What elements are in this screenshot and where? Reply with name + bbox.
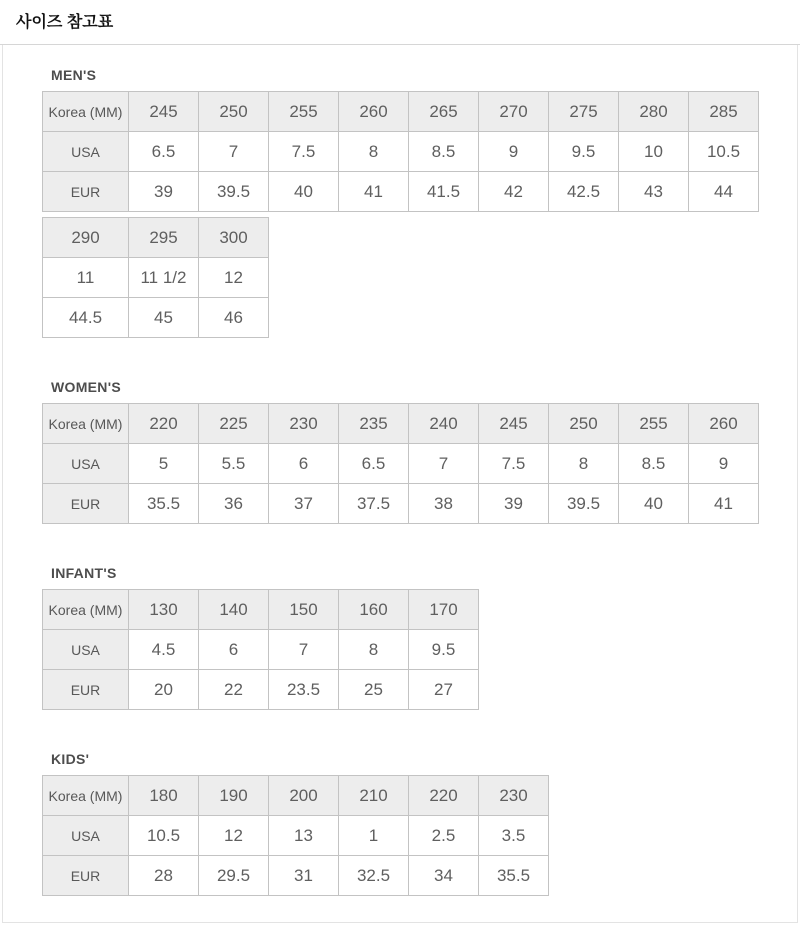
size-value-cell: 275: [549, 92, 619, 132]
size-value-cell: 39.5: [199, 172, 269, 212]
size-value-cell: 9.5: [549, 132, 619, 172]
size-value-cell: 260: [689, 404, 759, 444]
table-row: [43, 816, 549, 856]
size-value-cell: 9.5: [409, 630, 479, 670]
table-row: [43, 444, 759, 484]
size-value-cell: 140: [199, 590, 269, 630]
table-row: [43, 670, 479, 710]
size-value-cell: 42: [479, 172, 549, 212]
table-row: [43, 218, 269, 258]
size-value-cell: 36: [199, 484, 269, 524]
row-label-cell: EUR: [43, 670, 129, 710]
size-value-cell: 46: [199, 298, 269, 338]
size-value-cell: 265: [409, 92, 479, 132]
size-value-cell: 250: [549, 404, 619, 444]
size-value-cell: 7: [409, 444, 479, 484]
size-value-cell: 270: [479, 92, 549, 132]
size-value-cell: 300: [199, 218, 269, 258]
size-value-cell: 10.5: [129, 816, 199, 856]
table-row: [43, 258, 269, 298]
size-value-cell: 42.5: [549, 172, 619, 212]
size-value-cell: 41: [339, 172, 409, 212]
size-value-cell: 20: [129, 670, 199, 710]
row-label-cell: EUR: [43, 856, 129, 896]
row-label-cell: Korea (MM): [43, 776, 129, 816]
size-value-cell: 8: [549, 444, 619, 484]
size-value-cell: 35.5: [129, 484, 199, 524]
size-value-cell: 3.5: [479, 816, 549, 856]
kids-tables: [42, 775, 787, 896]
womens-tables: [42, 403, 787, 524]
size-chart-panel: [2, 45, 798, 923]
size-value-cell: 39.5: [549, 484, 619, 524]
size-value-cell: 5.5: [199, 444, 269, 484]
size-value-cell: 6: [269, 444, 339, 484]
size-value-cell: 31: [269, 856, 339, 896]
table-row: [43, 856, 549, 896]
size-value-cell: 220: [129, 404, 199, 444]
size-value-cell: 8.5: [409, 132, 479, 172]
size-value-cell: 12: [199, 816, 269, 856]
size-value-cell: 39: [129, 172, 199, 212]
size-value-cell: 200: [269, 776, 339, 816]
row-label-cell: Korea (MM): [43, 404, 129, 444]
table-row: [43, 92, 759, 132]
row-label-cell: USA: [43, 444, 129, 484]
row-label-cell: Korea (MM): [43, 92, 129, 132]
size-value-cell: 245: [129, 92, 199, 132]
size-value-cell: 45: [129, 298, 199, 338]
size-value-cell: 10.5: [689, 132, 759, 172]
size-value-cell: 290: [43, 218, 129, 258]
size-value-cell: 225: [199, 404, 269, 444]
size-value-cell: 7.5: [269, 132, 339, 172]
infants-tables: [42, 589, 787, 710]
size-value-cell: 210: [339, 776, 409, 816]
size-value-cell: 40: [619, 484, 689, 524]
size-value-cell: 9: [479, 132, 549, 172]
size-value-cell: 41.5: [409, 172, 479, 212]
size-value-cell: 7: [199, 132, 269, 172]
size-value-cell: 7.5: [479, 444, 549, 484]
size-value-cell: 8: [339, 132, 409, 172]
size-value-cell: 150: [269, 590, 339, 630]
row-label-cell: USA: [43, 816, 129, 856]
size-table: [42, 775, 549, 896]
size-value-cell: 170: [409, 590, 479, 630]
size-value-cell: 12: [199, 258, 269, 298]
section-heading-womens: WOMEN'S: [51, 379, 121, 395]
table-row: [43, 172, 759, 212]
size-value-cell: 13: [269, 816, 339, 856]
size-value-cell: 39: [479, 484, 549, 524]
size-value-cell: 40: [269, 172, 339, 212]
size-value-cell: 23.5: [269, 670, 339, 710]
size-value-cell: 250: [199, 92, 269, 132]
section-mens: [42, 67, 787, 338]
table-row: [43, 590, 479, 630]
size-value-cell: 9: [689, 444, 759, 484]
size-value-cell: 28: [129, 856, 199, 896]
title-bar: [0, 0, 800, 45]
size-value-cell: 25: [339, 670, 409, 710]
size-value-cell: 180: [129, 776, 199, 816]
size-value-cell: 7: [269, 630, 339, 670]
size-value-cell: 11: [43, 258, 129, 298]
size-value-cell: 44: [689, 172, 759, 212]
page-title: 사이즈 참고표: [16, 14, 114, 31]
size-value-cell: 2.5: [409, 816, 479, 856]
size-value-cell: 245: [479, 404, 549, 444]
size-value-cell: 260: [339, 92, 409, 132]
size-value-cell: 5: [129, 444, 199, 484]
size-value-cell: 43: [619, 172, 689, 212]
section-heading-kids: KIDS': [51, 751, 90, 767]
size-value-cell: 1: [339, 816, 409, 856]
row-label-cell: USA: [43, 630, 129, 670]
size-table: [42, 91, 759, 212]
table-row: [43, 776, 549, 816]
size-value-cell: 22: [199, 670, 269, 710]
section-womens: [42, 379, 787, 524]
size-value-cell: 41: [689, 484, 759, 524]
row-label-cell: USA: [43, 132, 129, 172]
size-value-cell: 44.5: [43, 298, 129, 338]
section-heading-infants: INFANT'S: [51, 565, 117, 581]
size-value-cell: 295: [129, 218, 199, 258]
size-value-cell: 8.5: [619, 444, 689, 484]
size-value-cell: 285: [689, 92, 759, 132]
table-row: [43, 484, 759, 524]
size-value-cell: 190: [199, 776, 269, 816]
size-value-cell: 8: [339, 630, 409, 670]
mens-tables: [42, 91, 787, 338]
size-value-cell: 6.5: [129, 132, 199, 172]
size-value-cell: 10: [619, 132, 689, 172]
size-value-cell: 230: [269, 404, 339, 444]
row-label-cell: EUR: [43, 484, 129, 524]
size-value-cell: 240: [409, 404, 479, 444]
size-value-cell: 4.5: [129, 630, 199, 670]
size-value-cell: 6: [199, 630, 269, 670]
size-value-cell: 37: [269, 484, 339, 524]
section-infants: [42, 565, 787, 710]
size-value-cell: 6.5: [339, 444, 409, 484]
table-row: [43, 132, 759, 172]
size-value-cell: 130: [129, 590, 199, 630]
size-table: [42, 403, 759, 524]
size-value-cell: 29.5: [199, 856, 269, 896]
section-kids: [42, 751, 787, 896]
table-row: [43, 630, 479, 670]
size-value-cell: 35.5: [479, 856, 549, 896]
table-row: [43, 404, 759, 444]
size-value-cell: 280: [619, 92, 689, 132]
section-heading-mens: MEN'S: [51, 67, 97, 83]
size-value-cell: 27: [409, 670, 479, 710]
size-value-cell: 220: [409, 776, 479, 816]
size-value-cell: 160: [339, 590, 409, 630]
size-value-cell: 255: [269, 92, 339, 132]
size-value-cell: 34: [409, 856, 479, 896]
table-row: [43, 298, 269, 338]
size-value-cell: 32.5: [339, 856, 409, 896]
size-table: [42, 589, 479, 710]
row-label-cell: Korea (MM): [43, 590, 129, 630]
size-value-cell: 230: [479, 776, 549, 816]
size-value-cell: 37.5: [339, 484, 409, 524]
size-value-cell: 235: [339, 404, 409, 444]
size-value-cell: 38: [409, 484, 479, 524]
row-label-cell: EUR: [43, 172, 129, 212]
size-value-cell: 255: [619, 404, 689, 444]
size-value-cell: 11 1/2: [129, 258, 199, 298]
size-table: [42, 217, 269, 338]
